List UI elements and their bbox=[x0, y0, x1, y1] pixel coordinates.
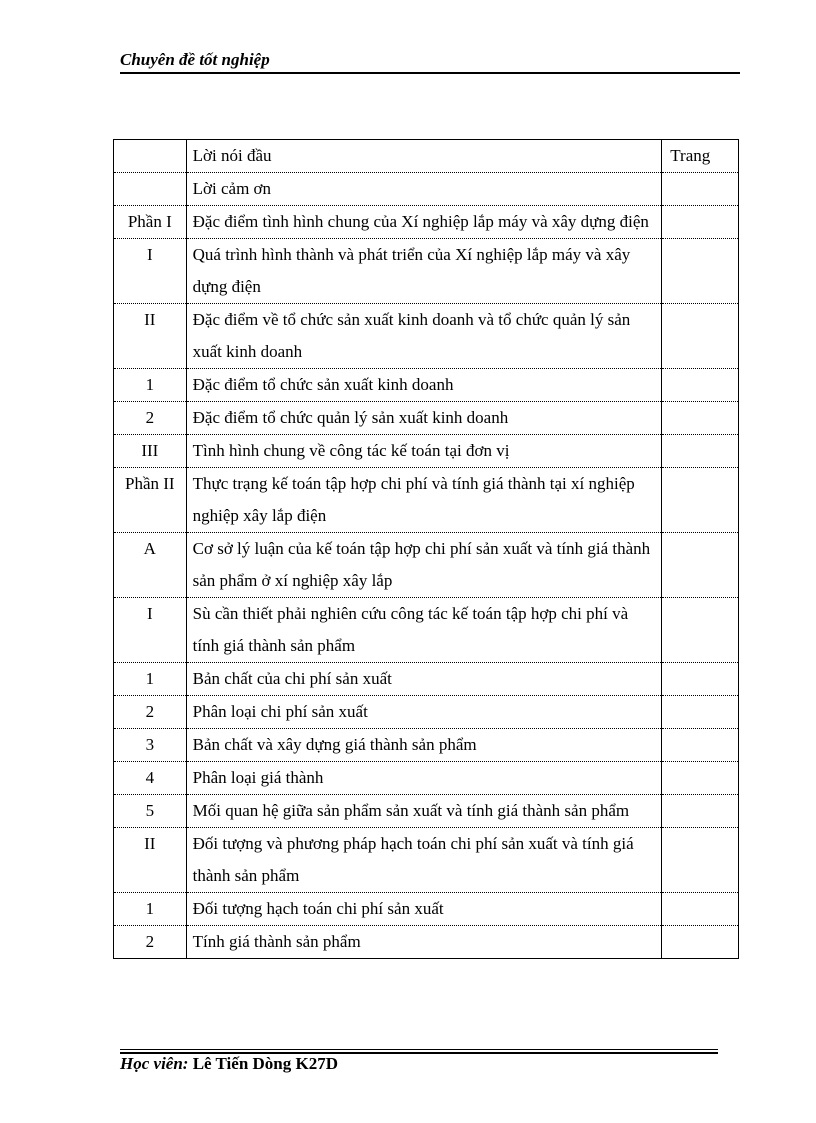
section-page bbox=[662, 402, 739, 435]
section-page bbox=[662, 468, 739, 533]
section-title: Đối tượng và phương pháp hạch toán chi phí sản xuất và tính giá thành sản phẩm bbox=[186, 828, 662, 893]
section-page bbox=[662, 828, 739, 893]
section-page bbox=[662, 926, 739, 959]
section-title: Đặc điểm tổ chức sản xuất kinh doanh bbox=[186, 369, 662, 402]
section-number: A bbox=[114, 533, 187, 598]
section-title: Phân loại giá thành bbox=[186, 762, 662, 795]
section-number: 2 bbox=[114, 402, 187, 435]
section-page bbox=[662, 304, 739, 369]
table-row bbox=[114, 140, 739, 173]
section-page bbox=[662, 729, 739, 762]
section-title: Bản chất của chi phí sản xuất bbox=[186, 663, 662, 696]
section-page bbox=[662, 435, 739, 468]
table-row bbox=[114, 729, 739, 762]
section-number: III bbox=[114, 435, 187, 468]
header-title: Chuyên đề tốt nghiệp bbox=[120, 50, 270, 69]
section-number: 2 bbox=[114, 926, 187, 959]
section-page bbox=[662, 696, 739, 729]
section-title: Đặc điểm tình hình chung của Xí nghiệp lắp máy và xây dựng điện bbox=[186, 206, 662, 239]
section-page bbox=[662, 795, 739, 828]
section-title: Đối tượng hạch toán chi phí sản xuất bbox=[186, 893, 662, 926]
footer-author: Lê Tiến Dòng K27D bbox=[192, 1054, 339, 1073]
page-footer bbox=[120, 1054, 338, 1074]
section-page bbox=[662, 239, 739, 304]
section-number: 5 bbox=[114, 795, 187, 828]
section-page bbox=[662, 173, 739, 206]
section-title: Đặc điểm tổ chức quản lý sản xuất kinh doanh bbox=[186, 402, 662, 435]
table-row bbox=[114, 795, 739, 828]
section-page bbox=[662, 206, 739, 239]
section-title: Quá trình hình thành và phát triển của Xí nghiệp lắp máy và xây dựng điện bbox=[186, 239, 662, 304]
section-number bbox=[114, 140, 187, 173]
section-number: 1 bbox=[114, 369, 187, 402]
table-row bbox=[114, 893, 739, 926]
section-title: Sù cần thiết phải nghiên cứu công tác kế toán tập hợp chi phí và tính giá thành sản phẩm bbox=[186, 598, 662, 663]
section-number: 3 bbox=[114, 729, 187, 762]
section-number: Phần I bbox=[114, 206, 187, 239]
table-row bbox=[114, 533, 739, 598]
table-row bbox=[114, 598, 739, 663]
table-row bbox=[114, 696, 739, 729]
section-page bbox=[662, 598, 739, 663]
section-number: II bbox=[114, 304, 187, 369]
table-row bbox=[114, 468, 739, 533]
section-number: II bbox=[114, 828, 187, 893]
table-row bbox=[114, 369, 739, 402]
table-row bbox=[114, 828, 739, 893]
table-row bbox=[114, 239, 739, 304]
section-number: Phần II bbox=[114, 468, 187, 533]
section-title: Tình hình chung về công tác kế toán tại đơn vị bbox=[186, 435, 662, 468]
table-row bbox=[114, 663, 739, 696]
section-number bbox=[114, 173, 187, 206]
toc-body bbox=[114, 140, 739, 959]
section-page bbox=[662, 663, 739, 696]
table-row bbox=[114, 402, 739, 435]
section-title: Bản chất và xây dựng giá thành sản phẩm bbox=[186, 729, 662, 762]
section-number: 1 bbox=[114, 893, 187, 926]
section-title: Đặc điểm về tổ chức sản xuất kinh doanh và tổ chức quản lý sản xuất kinh doanh bbox=[186, 304, 662, 369]
section-title: Cơ sở lý luận của kế toán tập hợp chi phí sản xuất và tính giá thành sản phẩm ở xí nghiệp xây lắp bbox=[186, 533, 662, 598]
section-number: 4 bbox=[114, 762, 187, 795]
section-title: Thực trạng kế toán tập hợp chi phí và tính giá thành tại xí nghiệp nghiệp xây lắp điện bbox=[186, 468, 662, 533]
footer-label: Học viên: bbox=[120, 1054, 189, 1073]
section-number: 1 bbox=[114, 663, 187, 696]
section-title: Tính giá thành sản phẩm bbox=[186, 926, 662, 959]
section-page bbox=[662, 762, 739, 795]
table-row bbox=[114, 926, 739, 959]
table-row bbox=[114, 304, 739, 369]
table-of-contents bbox=[113, 139, 739, 959]
section-page bbox=[662, 533, 739, 598]
section-title: Mối quan hệ giữa sản phẩm sản xuất và tính giá thành sản phẩm bbox=[186, 795, 662, 828]
section-title: Phân loại chi phí sản xuất bbox=[186, 696, 662, 729]
table-row bbox=[114, 206, 739, 239]
section-number: I bbox=[114, 239, 187, 304]
section-page bbox=[662, 369, 739, 402]
section-page bbox=[662, 893, 739, 926]
section-title: Lời cảm ơn bbox=[186, 173, 662, 206]
section-number: 2 bbox=[114, 696, 187, 729]
page-header bbox=[120, 48, 740, 74]
table-row bbox=[114, 173, 739, 206]
table-row bbox=[114, 435, 739, 468]
table-row bbox=[114, 762, 739, 795]
section-title: Lời nói đầu bbox=[186, 140, 662, 173]
section-page: Trang bbox=[662, 140, 739, 173]
section-number: I bbox=[114, 598, 187, 663]
footer-rule-top bbox=[120, 1049, 718, 1050]
